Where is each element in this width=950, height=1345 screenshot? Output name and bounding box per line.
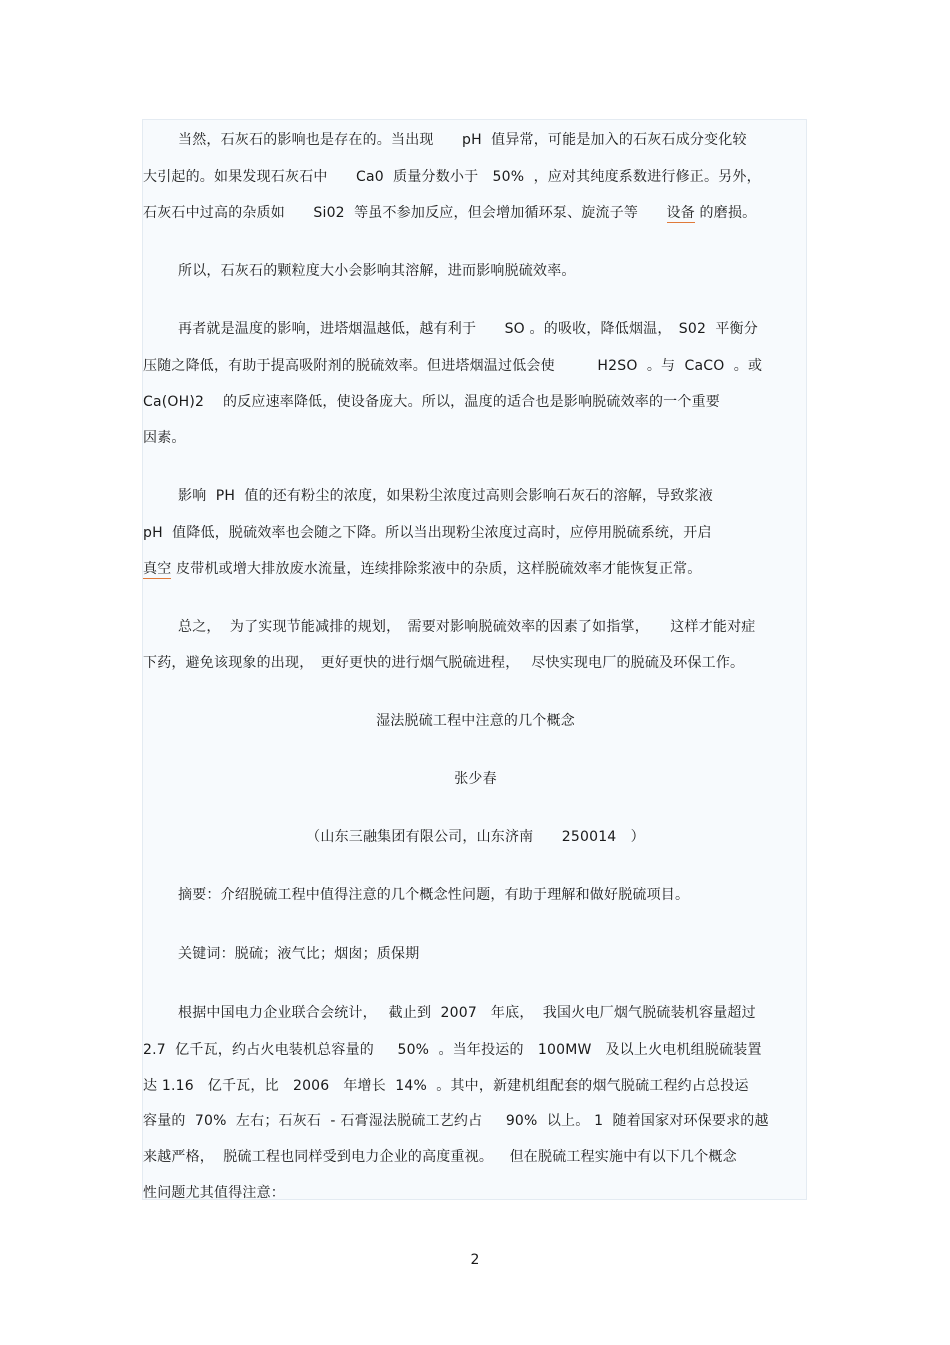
paragraph-4-line-1: 影响 PH 值的还有粉尘的浓度，如果粉尘浓度过高则会影响石灰石的溶解，导致浆液 — [178, 488, 713, 504]
paragraph-6-line-5: 来越严格， 脱硫工程也同样受到电力企业的高度重视。 但在脱硫工程实施中有以下几个概念 — [143, 1149, 737, 1165]
article-affiliation: （山东三融集团有限公司，山东济南 250014 ） — [306, 829, 645, 845]
paragraph-6-line-2: 2.7 亿千瓦，约占火电装机总容量的 50% 。当年投运的 100MW 及以上火电机组脱硫装置 — [143, 1042, 762, 1058]
paragraph-2: 所以，石灰石的颗粒度大小会影响其溶解，进而影响脱硫效率。 — [178, 263, 576, 279]
paragraph-1-line-1: 当然，石灰石的影响也是存在的。当出现 pH 值异常，可能是加入的石灰石成分变化较 — [178, 132, 747, 148]
paragraph-6-line-3: 达 1.16 亿千瓦，比 2006 年增长 14% 。其中，新建机组配套的烟气脱硫工程约占总投运 — [143, 1078, 749, 1094]
paragraph-4-line-2: pH 值降低，脱硫效率也会随之下降。所以当出现粉尘浓度过高时，应停用脱硫系统，开启 — [143, 525, 712, 541]
text-segment: 的磨损。 — [694, 205, 757, 221]
paragraph-6-line-6: 性问题尤其值得注意： — [143, 1185, 285, 1201]
paragraph-6-line-4: 容量的 70% 左右；石灰石 - 石膏湿法脱硫工艺约占 90% 以上。 1 随着国家对环保要求的越 — [143, 1113, 769, 1129]
paragraph-3-line-4: 因素。 — [143, 430, 186, 446]
article-title: 湿法脱硫工程中注意的几个概念 — [376, 713, 575, 729]
underlined-term-vacuum: 真空 — [143, 561, 172, 577]
text-segment: 石灰石中过高的杂质如 Si02 等虽不参加反应，但会增加循环泵、旋流子等 — [143, 205, 667, 221]
paragraph-6-line-1: 根据中国电力企业联合会统计， 截止到 2007 年底， 我国火电厂烟气脱硫装机容量超过 — [178, 1005, 756, 1021]
paragraph-5-line-2: 下药，避免该现象的出现， 更好更快的进行烟气脱硫进程， 尽快实现电厂的脱硫及环保工作。 — [143, 655, 745, 671]
page-number: 2 — [470, 1252, 480, 1268]
underlined-term-equipment: 设备 — [666, 205, 695, 221]
paragraph-1-line-2: 大引起的。如果发现石灰石中 Ca0 质量分数小于 50% ，应对其纯度系数进行修正。另外， — [143, 169, 761, 185]
text-segment: 皮带机或增大排放废水流量，连续排除浆液中的杂质，这样脱硫效率才能恢复正常。 — [171, 561, 702, 577]
paragraph-3-line-3: Ca(OH)2 的反应速率降低，使设备庞大。所以，温度的适合也是影响脱硫效率的一个重要 — [143, 394, 720, 410]
article-keywords: 关键词：脱硫；液气比；烟囱；质保期 — [178, 946, 420, 962]
paragraph-3-line-2: 压随之降低，有助于提高吸附剂的脱硫效率。但进塔烟温过低会使 H2SO 。与 CaCO 。或 — [143, 358, 763, 374]
article-abstract: 摘要：介绍脱硫工程中值得注意的几个概念性问题，有助于理解和做好脱硫项目。 — [178, 887, 690, 903]
paragraph-1-line-3 — [143, 204, 808, 222]
paragraph-3-line-1: 再者就是温度的影响，进塔烟温越低，越有利于 SO 。的吸收，降低烟温， S02 平衡分 — [178, 321, 758, 337]
paragraph-4-line-3 — [143, 560, 808, 578]
paragraph-5-line-1: 总之， 为了实现节能减排的规划， 需要对影响脱硫效率的因素了如指掌， 这样才能对症 — [178, 619, 756, 635]
article-author: 张少春 — [454, 771, 497, 787]
